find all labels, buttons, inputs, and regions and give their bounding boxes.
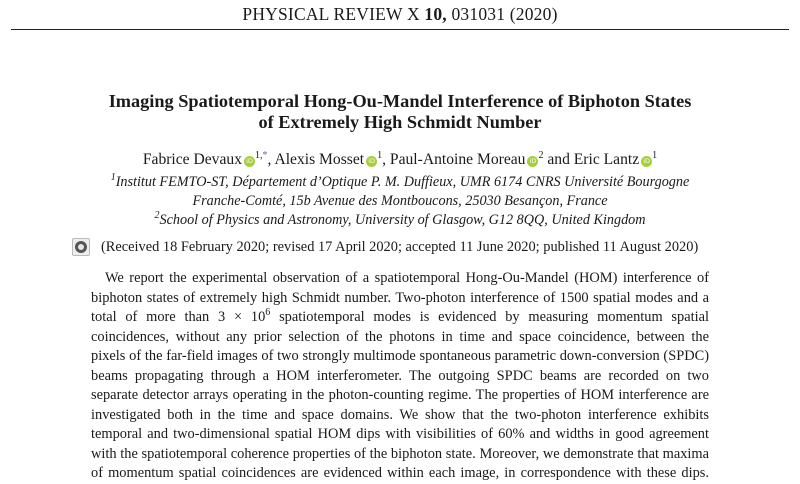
abstract bbox=[91, 269, 709, 484]
abstract-line: We report the experimental observation of a spatiotemporal Hong-Ou-Mandel (HOM) interference of bbox=[105, 270, 709, 286]
abstract-text: spatiotemporal modes is evidenced by measuring momentum spatial bbox=[270, 309, 709, 325]
author-list bbox=[0, 151, 800, 169]
affiliation-sup: 1 bbox=[110, 172, 116, 183]
journal-header bbox=[0, 4, 800, 25]
title-line-2: of Extremely High Schmidt Number bbox=[258, 112, 542, 132]
orcid-icon[interactable]: iD bbox=[366, 156, 377, 167]
title-line-1: Imaging Spatiotemporal Hong-Ou-Mandel Interference of Biphoton States bbox=[108, 91, 692, 111]
orcid-icon[interactable]: iD bbox=[244, 156, 255, 167]
abstract-text: total of more than 3 × 10 bbox=[91, 309, 266, 325]
author-separator: and bbox=[543, 151, 574, 168]
affiliation-1-line-2: Franche-Comté, 15b Avenue des Montboucons, 25030 Besançon, France bbox=[192, 193, 608, 209]
abstract-line: of momentum spatial coincidences are evidenced within each image, in correspondence with these dips. bbox=[91, 465, 709, 481]
affiliation-2 bbox=[0, 211, 800, 230]
orcid-icon[interactable]: iD bbox=[527, 156, 538, 167]
crossmark-icon[interactable] bbox=[72, 238, 90, 256]
header-rule bbox=[11, 29, 789, 30]
author-affiliation-sup: 1 bbox=[377, 150, 383, 161]
paper-title bbox=[0, 91, 800, 133]
article-number: 031031 (2020) bbox=[451, 4, 558, 24]
abstract-line: beams propagating through a HOM interferometer. The outgoing SPDC beams are recorded on two bbox=[91, 367, 709, 384]
affiliation-text: Institut FEMTO-ST, Département d’Optique P. M. Duffieux, UMR 6174 CNRS Université Bourgogne bbox=[115, 174, 690, 190]
author-separator: , bbox=[382, 151, 390, 168]
author-affiliation-sup: 2 bbox=[538, 150, 544, 161]
affiliation-sup: 2 bbox=[154, 210, 160, 221]
abstract-line: biphoton states of extremely high Schmidt number. Two-photon interference of 1500 spatial modes and a bbox=[91, 289, 709, 306]
abstract-line: with the spatiotemporal coherence properties of the biphoton state. Moreover, we demonstrate that maxima bbox=[91, 445, 709, 462]
abstract-line: investigated both in the time and space domains. We show that the two-photon interference exhibits bbox=[91, 406, 709, 423]
author-name[interactable]: Eric Lantz bbox=[573, 151, 640, 168]
corresponding-author-star[interactable]: * bbox=[262, 150, 268, 161]
crossmark-center bbox=[78, 244, 84, 250]
abstract-line bbox=[91, 308, 709, 328]
publication-history: (Received 18 February 2020; revised 17 April 2020; accepted 11 June 2020; published 11 August 2020) bbox=[101, 239, 699, 255]
abstract-line: temporal and two-dimensional spatial HOM dips with visibilities of 60% and widths in good agreement bbox=[91, 426, 709, 442]
affiliation-1-line-1 bbox=[0, 173, 800, 192]
author-name[interactable]: Fabrice Devaux bbox=[142, 151, 242, 168]
journal-name: PHYSICAL REVIEW X bbox=[242, 4, 420, 24]
author-name[interactable]: Paul-Antoine Moreau bbox=[389, 151, 526, 168]
exponent: 6 bbox=[265, 307, 271, 318]
abstract-line: coincidences, without any prior selection of the photons in time and space coincidence, between the bbox=[91, 328, 709, 345]
author-affiliation-sup: 1 bbox=[652, 150, 658, 161]
abstract-line: pixels of the far-field images of two strongly multimode spontaneous parametric down-conversion (SPDC) bbox=[91, 348, 709, 364]
author-affiliation-sup: 1, bbox=[255, 150, 263, 161]
author-name[interactable]: Alexis Mosset bbox=[274, 151, 365, 168]
orcid-icon[interactable]: iD bbox=[641, 156, 652, 167]
journal-volume: 10, bbox=[424, 4, 447, 24]
author-separator: , bbox=[267, 151, 275, 168]
affiliations bbox=[0, 173, 800, 230]
abstract-line: separate detector arrays operating in the photon-counting regime. The properties of HOM interference are bbox=[91, 387, 709, 403]
affiliation-text: School of Physics and Astronomy, University of Glasgow, G12 8QQ, United Kingdom bbox=[159, 212, 646, 228]
